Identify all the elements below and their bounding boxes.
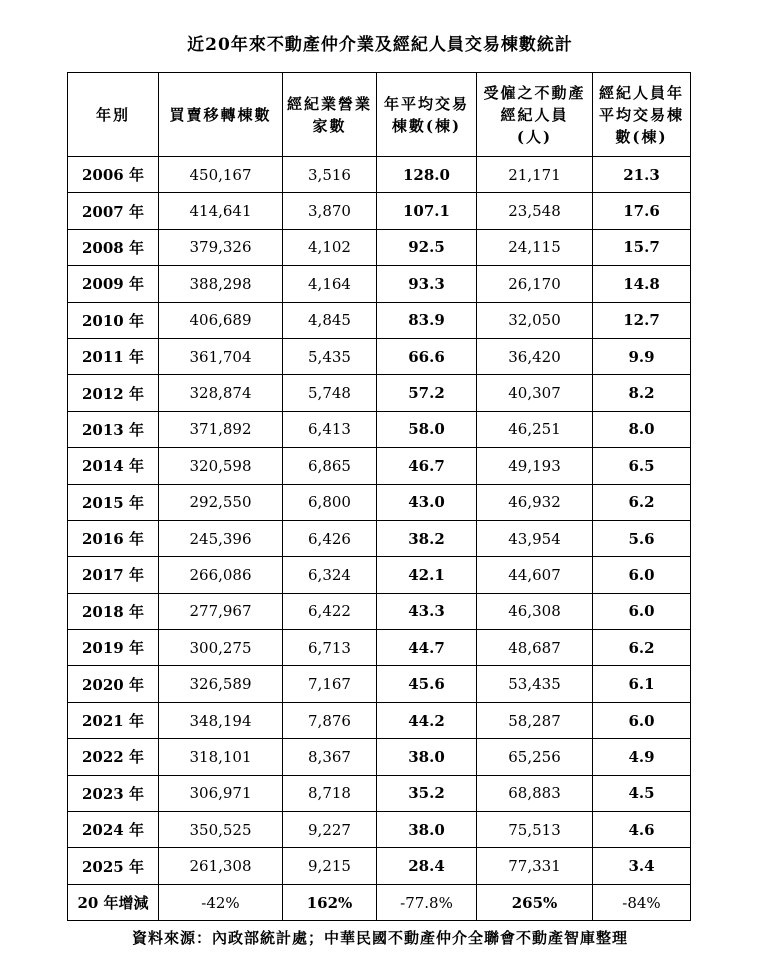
value-cell: 40,307 bbox=[477, 375, 593, 411]
value-cell: 4,102 bbox=[283, 229, 377, 265]
column-header-line: 受僱之不動產 bbox=[483, 83, 586, 102]
value-cell: 326,589 bbox=[159, 666, 283, 702]
value-cell: 14.8 bbox=[593, 266, 691, 302]
total-value-cell: -42% bbox=[159, 884, 283, 920]
value-cell: 46.7 bbox=[377, 448, 477, 484]
value-cell: 379,326 bbox=[159, 229, 283, 265]
value-cell: 5,435 bbox=[283, 338, 377, 374]
value-cell: 26,170 bbox=[477, 266, 593, 302]
value-cell: 277,967 bbox=[159, 593, 283, 629]
value-cell: 8,718 bbox=[283, 775, 377, 811]
value-cell: 42.1 bbox=[377, 557, 477, 593]
value-cell: 45.6 bbox=[377, 666, 477, 702]
year-cell: 2019 年 bbox=[68, 630, 159, 666]
value-cell: 77,331 bbox=[477, 848, 593, 884]
value-cell: 5,748 bbox=[283, 375, 377, 411]
value-cell: 7,167 bbox=[283, 666, 377, 702]
year-cell: 2025 年 bbox=[68, 848, 159, 884]
value-cell: 450,167 bbox=[159, 157, 283, 193]
value-cell: 328,874 bbox=[159, 375, 283, 411]
column-header-line: 年別 bbox=[95, 105, 130, 124]
value-cell: 28.4 bbox=[377, 848, 477, 884]
value-cell: 6.0 bbox=[593, 702, 691, 738]
value-cell: 6.0 bbox=[593, 593, 691, 629]
column-header-4 bbox=[477, 73, 593, 157]
year-cell: 2020 年 bbox=[68, 666, 159, 702]
total-value-cell: 162% bbox=[283, 884, 377, 920]
value-cell: 6,324 bbox=[283, 557, 377, 593]
year-cell: 2016 年 bbox=[68, 520, 159, 556]
value-cell: 49,193 bbox=[477, 448, 593, 484]
value-cell: 4.6 bbox=[593, 812, 691, 848]
value-cell: 57.2 bbox=[377, 375, 477, 411]
value-cell: 4.9 bbox=[593, 739, 691, 775]
value-cell: 12.7 bbox=[593, 302, 691, 338]
value-cell: 46,251 bbox=[477, 411, 593, 447]
value-cell: 320,598 bbox=[159, 448, 283, 484]
year-cell: 2012 年 bbox=[68, 375, 159, 411]
value-cell: 8,367 bbox=[283, 739, 377, 775]
year-cell: 2010 年 bbox=[68, 302, 159, 338]
value-cell: 38.2 bbox=[377, 520, 477, 556]
value-cell: 5.6 bbox=[593, 520, 691, 556]
year-cell: 2015 年 bbox=[68, 484, 159, 520]
total-label-cell: 20 年增減 bbox=[68, 884, 159, 920]
table-row bbox=[68, 338, 691, 374]
value-cell: 9,215 bbox=[283, 848, 377, 884]
year-cell: 2013 年 bbox=[68, 411, 159, 447]
value-cell: 92.5 bbox=[377, 229, 477, 265]
value-cell: 6,413 bbox=[283, 411, 377, 447]
year-cell: 2009 年 bbox=[68, 266, 159, 302]
value-cell: 6.2 bbox=[593, 484, 691, 520]
table-row bbox=[68, 448, 691, 484]
value-cell: 6,865 bbox=[283, 448, 377, 484]
table-row bbox=[68, 375, 691, 411]
year-cell: 2007 年 bbox=[68, 193, 159, 229]
total-value-cell: 265% bbox=[477, 884, 593, 920]
column-header-line: 棟數(棟) bbox=[391, 116, 462, 135]
column-header-0 bbox=[68, 73, 159, 157]
value-cell: 65,256 bbox=[477, 739, 593, 775]
statistics-table bbox=[67, 72, 691, 921]
total-row bbox=[68, 884, 691, 920]
column-header-line: 經紀業營業 bbox=[286, 94, 372, 113]
value-cell: 371,892 bbox=[159, 411, 283, 447]
value-cell: 83.9 bbox=[377, 302, 477, 338]
year-cell: 2008 年 bbox=[68, 229, 159, 265]
value-cell: 46,308 bbox=[477, 593, 593, 629]
table-row bbox=[68, 593, 691, 629]
column-header-line: 買賣移轉棟數 bbox=[169, 105, 272, 124]
table-title: 近20年來不動產仲介業及經紀人員交易棟數統計 bbox=[187, 35, 573, 55]
table-row bbox=[68, 266, 691, 302]
value-cell: 38.0 bbox=[377, 812, 477, 848]
column-header-5 bbox=[593, 73, 691, 157]
value-cell: 38.0 bbox=[377, 739, 477, 775]
source-note: 資料來源：內政部統計處；中華民國不動產仲介全聯會不動產智庫整理 bbox=[131, 929, 628, 947]
table-row bbox=[68, 702, 691, 738]
value-cell: 6.2 bbox=[593, 630, 691, 666]
value-cell: 24,115 bbox=[477, 229, 593, 265]
column-header-2 bbox=[283, 73, 377, 157]
value-cell: 68,883 bbox=[477, 775, 593, 811]
value-cell: 6.1 bbox=[593, 666, 691, 702]
table-row bbox=[68, 666, 691, 702]
column-header-1 bbox=[159, 73, 283, 157]
value-cell: 350,525 bbox=[159, 812, 283, 848]
header-row bbox=[68, 73, 691, 157]
value-cell: 318,101 bbox=[159, 739, 283, 775]
value-cell: 36,420 bbox=[477, 338, 593, 374]
value-cell: 3,870 bbox=[283, 193, 377, 229]
value-cell: 348,194 bbox=[159, 702, 283, 738]
value-cell: 300,275 bbox=[159, 630, 283, 666]
value-cell: 6,713 bbox=[283, 630, 377, 666]
value-cell: 43,954 bbox=[477, 520, 593, 556]
value-cell: 43.0 bbox=[377, 484, 477, 520]
value-cell: 261,308 bbox=[159, 848, 283, 884]
column-header-3 bbox=[377, 73, 477, 157]
value-cell: 53,435 bbox=[477, 666, 593, 702]
value-cell: 245,396 bbox=[159, 520, 283, 556]
year-cell: 2014 年 bbox=[68, 448, 159, 484]
table-row bbox=[68, 484, 691, 520]
value-cell: 9,227 bbox=[283, 812, 377, 848]
column-header-line: 數(棟) bbox=[615, 127, 668, 146]
column-header-line: 經紀人員年 bbox=[598, 83, 684, 102]
year-cell: 2018 年 bbox=[68, 593, 159, 629]
table-row bbox=[68, 739, 691, 775]
column-header-line: (人) bbox=[516, 127, 553, 146]
table-row bbox=[68, 193, 691, 229]
value-cell: 44.2 bbox=[377, 702, 477, 738]
value-cell: 58,287 bbox=[477, 702, 593, 738]
value-cell: 266,086 bbox=[159, 557, 283, 593]
year-cell: 2023 年 bbox=[68, 775, 159, 811]
value-cell: 4,845 bbox=[283, 302, 377, 338]
value-cell: 35.2 bbox=[377, 775, 477, 811]
value-cell: 406,689 bbox=[159, 302, 283, 338]
table-row bbox=[68, 775, 691, 811]
value-cell: 21.3 bbox=[593, 157, 691, 193]
table-row bbox=[68, 157, 691, 193]
column-header-line: 平均交易棟 bbox=[598, 105, 684, 124]
value-cell: 6.0 bbox=[593, 557, 691, 593]
value-cell: 48,687 bbox=[477, 630, 593, 666]
value-cell: 128.0 bbox=[377, 157, 477, 193]
table-row bbox=[68, 848, 691, 884]
value-cell: 3,516 bbox=[283, 157, 377, 193]
value-cell: 292,550 bbox=[159, 484, 283, 520]
value-cell: 44.7 bbox=[377, 630, 477, 666]
year-cell: 2024 年 bbox=[68, 812, 159, 848]
table-row bbox=[68, 557, 691, 593]
column-header-line: 年平均交易 bbox=[383, 94, 469, 113]
column-header-line: 經紀人員 bbox=[500, 105, 569, 124]
value-cell: 75,513 bbox=[477, 812, 593, 848]
value-cell: 414,641 bbox=[159, 193, 283, 229]
year-cell: 2011 年 bbox=[68, 338, 159, 374]
table-row bbox=[68, 411, 691, 447]
value-cell: 6,422 bbox=[283, 593, 377, 629]
value-cell: 4.5 bbox=[593, 775, 691, 811]
table-body bbox=[68, 157, 691, 921]
value-cell: 6,800 bbox=[283, 484, 377, 520]
year-cell: 2006 年 bbox=[68, 157, 159, 193]
value-cell: 107.1 bbox=[377, 193, 477, 229]
year-cell: 2021 年 bbox=[68, 702, 159, 738]
value-cell: 93.3 bbox=[377, 266, 477, 302]
value-cell: 46,932 bbox=[477, 484, 593, 520]
table-row bbox=[68, 229, 691, 265]
year-cell: 2022 年 bbox=[68, 739, 159, 775]
value-cell: 21,171 bbox=[477, 157, 593, 193]
value-cell: 3.4 bbox=[593, 848, 691, 884]
value-cell: 15.7 bbox=[593, 229, 691, 265]
value-cell: 44,607 bbox=[477, 557, 593, 593]
column-header-line: 家數 bbox=[312, 116, 347, 135]
value-cell: 6,426 bbox=[283, 520, 377, 556]
table-row bbox=[68, 302, 691, 338]
value-cell: 17.6 bbox=[593, 193, 691, 229]
value-cell: 58.0 bbox=[377, 411, 477, 447]
value-cell: 6.5 bbox=[593, 448, 691, 484]
value-cell: 8.0 bbox=[593, 411, 691, 447]
value-cell: 32,050 bbox=[477, 302, 593, 338]
value-cell: 4,164 bbox=[283, 266, 377, 302]
value-cell: 388,298 bbox=[159, 266, 283, 302]
table-row bbox=[68, 812, 691, 848]
value-cell: 361,704 bbox=[159, 338, 283, 374]
total-value-cell: -77.8% bbox=[377, 884, 477, 920]
value-cell: 9.9 bbox=[593, 338, 691, 374]
value-cell: 23,548 bbox=[477, 193, 593, 229]
value-cell: 8.2 bbox=[593, 375, 691, 411]
value-cell: 7,876 bbox=[283, 702, 377, 738]
total-value-cell: -84% bbox=[593, 884, 691, 920]
value-cell: 66.6 bbox=[377, 338, 477, 374]
value-cell: 306,971 bbox=[159, 775, 283, 811]
table-row bbox=[68, 520, 691, 556]
table-row bbox=[68, 630, 691, 666]
year-cell: 2017 年 bbox=[68, 557, 159, 593]
value-cell: 43.3 bbox=[377, 593, 477, 629]
